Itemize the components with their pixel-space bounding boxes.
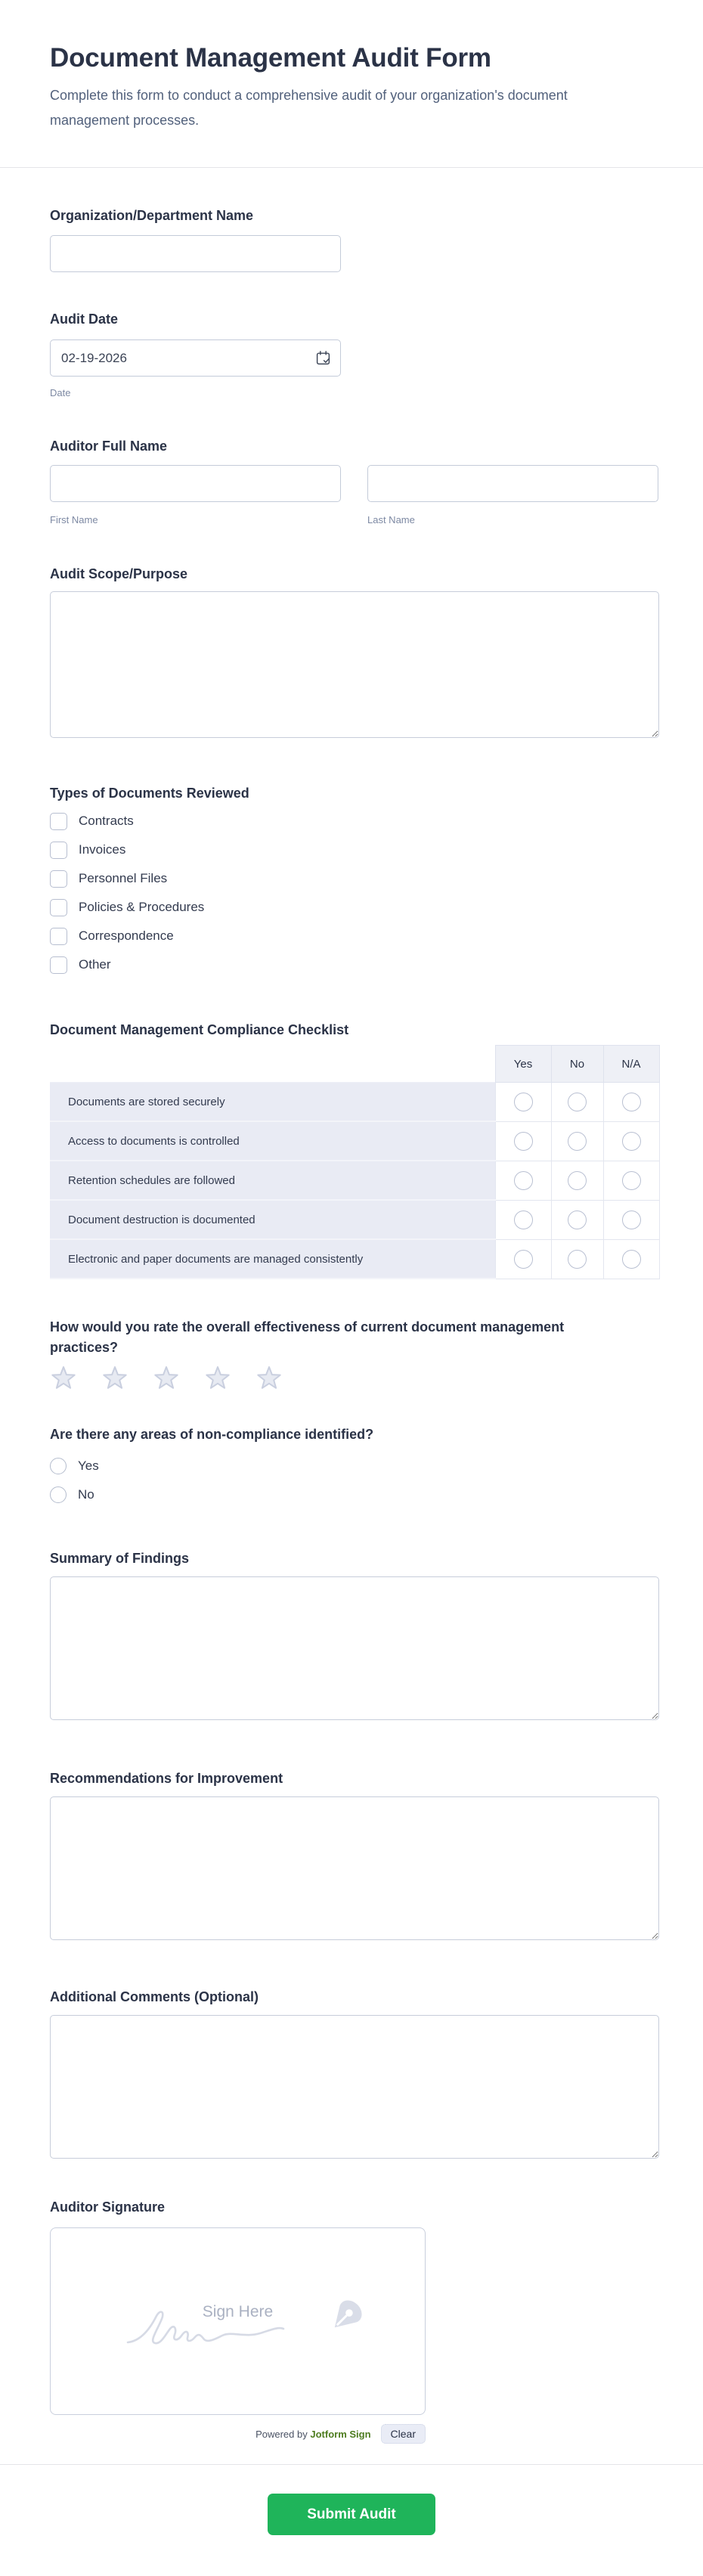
checkbox-row-personnel-files[interactable] — [50, 870, 659, 888]
personnel-files-label: Personnel Files — [79, 871, 168, 885]
yes-radio[interactable] — [50, 1458, 67, 1474]
last-name-sublabel: Last Name — [367, 514, 415, 525]
summary-textarea[interactable] — [50, 1576, 659, 1720]
auditor-name-label: Auditor Full Name — [50, 439, 168, 454]
checklist-row-2-label: Access to documents is controlled — [50, 1121, 495, 1161]
signature-pad[interactable] — [50, 2227, 426, 2415]
checklist-row-4-radio-na[interactable] — [622, 1211, 641, 1229]
recommendations-label: Recommendations for Improvement — [50, 1771, 283, 1786]
checklist-col-na: N/A — [603, 1046, 659, 1083]
signature-label: Auditor Signature — [50, 2199, 165, 2215]
checklist-row-1-radio-na[interactable] — [622, 1093, 641, 1111]
recommendations-textarea[interactable] — [50, 1796, 659, 1940]
sign-here-placeholder: Sign Here — [202, 2303, 274, 2320]
form-body — [0, 207, 703, 2444]
checklist-row-4-radio-yes[interactable] — [514, 1211, 533, 1229]
non-compliance-options — [50, 1458, 659, 1503]
checkbox-row-policies-procedures[interactable] — [50, 898, 659, 916]
checklist-row-5-radio-yes[interactable] — [514, 1250, 533, 1269]
page-title: Document Management Audit Form — [50, 43, 491, 73]
checklist-row-3-radio-no[interactable] — [568, 1171, 587, 1190]
checklist-row-1-label: Documents are stored securely — [50, 1083, 495, 1122]
field-audit-scope — [50, 566, 659, 738]
checklist-row-4-radio-no[interactable] — [568, 1211, 587, 1229]
doc-types-label: Types of Documents Reviewed — [50, 786, 249, 801]
checklist-table — [50, 1045, 660, 1279]
radio-row-yes[interactable] — [50, 1458, 659, 1474]
star-1-icon[interactable] — [50, 1365, 77, 1391]
correspondence-label: Correspondence — [79, 928, 174, 943]
invoices-checkbox[interactable] — [50, 842, 67, 859]
checklist-row-4-label: Document destruction is documented — [50, 1200, 495, 1239]
other-checkbox[interactable] — [50, 956, 67, 974]
org-name-input[interactable] — [50, 235, 341, 272]
audit-date-input[interactable] — [50, 339, 341, 377]
checklist-row-5-label: Electronic and paper documents are managed consistently — [50, 1239, 495, 1279]
correspondence-checkbox[interactable] — [50, 928, 67, 945]
other-label: Other — [79, 957, 111, 972]
first-name-sublabel: First Name — [50, 514, 98, 525]
checklist-row-1 — [50, 1083, 659, 1122]
checklist-row-2-radio-no[interactable] — [568, 1132, 587, 1151]
star-3-icon[interactable] — [153, 1365, 180, 1391]
star-rating — [50, 1365, 659, 1391]
jotform-sign-brand[interactable]: Jotform Sign — [310, 2428, 371, 2440]
field-auditor-name — [50, 438, 659, 525]
checkbox-row-contracts[interactable] — [50, 812, 659, 830]
name-row — [50, 465, 659, 525]
field-non-compliance — [50, 1426, 659, 1503]
checkbox-row-other[interactable] — [50, 956, 659, 974]
field-audit-date — [50, 311, 659, 398]
checklist-row-5-radio-na[interactable] — [622, 1250, 641, 1269]
checklist-row-1-radio-no[interactable] — [568, 1093, 587, 1111]
checkbox-row-invoices[interactable] — [50, 841, 659, 859]
audit-scope-textarea[interactable] — [50, 591, 659, 738]
field-doc-types — [50, 785, 659, 974]
field-checklist — [50, 1021, 659, 1279]
comments-label: Additional Comments (Optional) — [50, 1989, 259, 2004]
checklist-row-2-radio-na[interactable] — [622, 1132, 641, 1151]
checklist-corner-cell — [50, 1046, 495, 1083]
field-signature — [50, 2199, 659, 2444]
checklist-row-3 — [50, 1161, 659, 1200]
field-rating — [50, 1317, 659, 1391]
checklist-row-3-label: Retention schedules are followed — [50, 1161, 495, 1200]
star-5-icon[interactable] — [255, 1365, 283, 1391]
no-label: No — [78, 1487, 94, 1502]
field-summary — [50, 1550, 659, 1720]
summary-label: Summary of Findings — [50, 1551, 190, 1566]
invoices-label: Invoices — [79, 842, 126, 857]
contracts-label: Contracts — [79, 814, 134, 828]
first-name-col — [50, 465, 341, 525]
form-subtitle: Complete this form to conduct a comprehensive audit of your organization's document management processes. — [50, 88, 568, 128]
powered-by-text — [255, 2429, 370, 2440]
audit-scope-label: Audit Scope/Purpose — [50, 566, 188, 581]
header-divider — [0, 167, 703, 168]
field-org-name — [50, 207, 659, 272]
no-radio[interactable] — [50, 1486, 67, 1503]
footer-divider — [0, 2464, 703, 2465]
checklist-row-3-radio-yes[interactable] — [514, 1171, 533, 1190]
policies-procedures-checkbox[interactable] — [50, 899, 67, 916]
rating-label: How would you rate the overall effectiveness of current document management practices? — [50, 1319, 565, 1355]
signature-footer — [50, 2424, 426, 2444]
non-compliance-label: Are there any areas of non-compliance identified? — [50, 1427, 374, 1442]
checklist-col-yes: Yes — [495, 1046, 551, 1083]
checklist-label: Document Management Compliance Checklist — [50, 1022, 349, 1037]
personnel-files-checkbox[interactable] — [50, 870, 67, 888]
calendar-check-icon[interactable] — [315, 350, 331, 366]
date-input-wrap — [50, 339, 341, 377]
form-header — [0, 0, 703, 133]
star-4-icon[interactable] — [204, 1365, 231, 1391]
pen-nib-icon — [328, 2296, 366, 2334]
doc-types-options — [50, 812, 659, 974]
submit-audit-button[interactable]: Submit Audit — [268, 2494, 435, 2535]
checklist-row-2 — [50, 1121, 659, 1161]
org-name-label: Organization/Department Name — [50, 208, 254, 223]
checklist-row-5 — [50, 1239, 659, 1279]
clear-signature-button[interactable]: Clear — [381, 2424, 426, 2444]
radio-row-no[interactable] — [50, 1486, 659, 1503]
checklist-row-3-radio-na[interactable] — [622, 1171, 641, 1190]
checklist-row-1-radio-yes[interactable] — [514, 1093, 533, 1111]
checkbox-row-correspondence[interactable] — [50, 927, 659, 945]
signature-squiggle — [126, 2308, 285, 2346]
checklist-row-2-radio-yes[interactable] — [514, 1132, 533, 1151]
last-name-input[interactable] — [367, 465, 658, 502]
star-2-icon[interactable] — [101, 1365, 129, 1391]
audit-date-label: Audit Date — [50, 312, 118, 327]
checklist-row-4 — [50, 1200, 659, 1239]
policies-procedures-label: Policies & Procedures — [79, 900, 205, 914]
powered-by-label: Powered by — [255, 2428, 308, 2440]
field-comments — [50, 1989, 659, 2159]
contracts-checkbox[interactable] — [50, 813, 67, 830]
checklist-row-5-radio-no[interactable] — [568, 1250, 587, 1269]
first-name-input[interactable] — [50, 465, 341, 502]
date-sublabel: Date — [50, 387, 71, 398]
field-recommendations — [50, 1770, 659, 1940]
yes-label: Yes — [78, 1458, 99, 1473]
checklist-header-row — [50, 1046, 659, 1083]
checklist-col-no: No — [551, 1046, 603, 1083]
last-name-col — [367, 465, 658, 525]
comments-textarea[interactable] — [50, 2015, 659, 2159]
